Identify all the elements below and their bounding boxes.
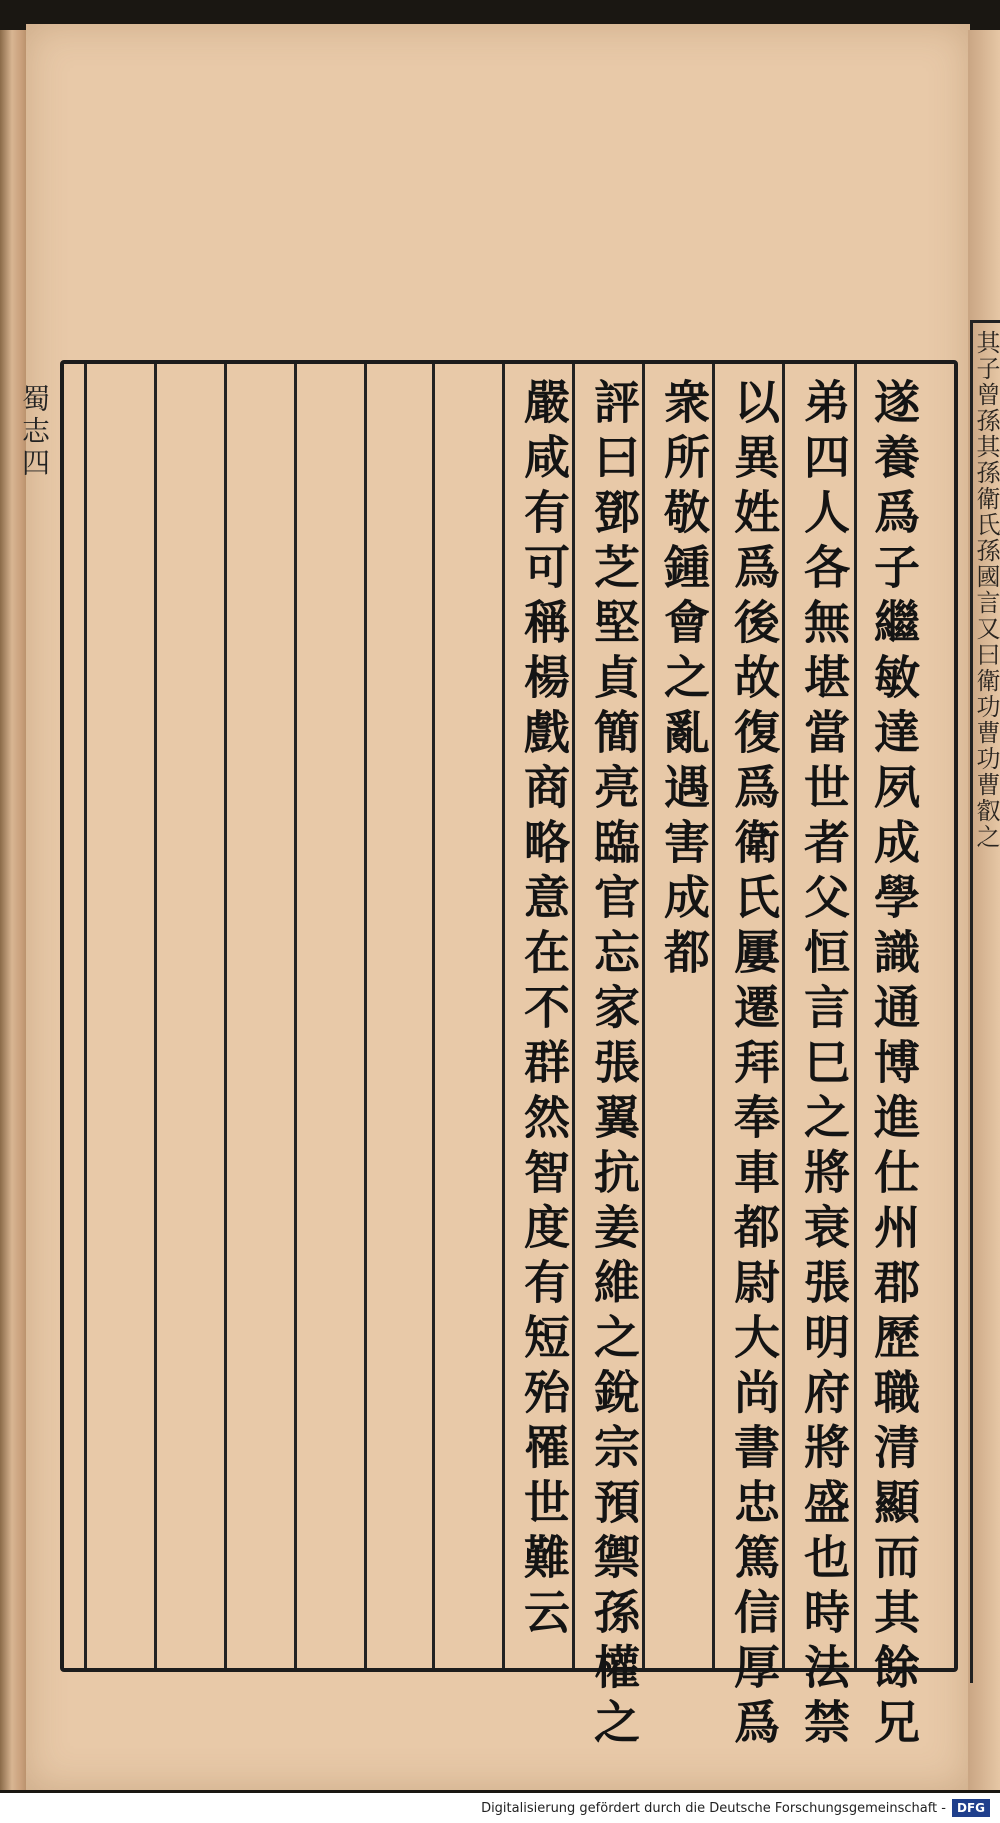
margin-chapter-label: 蜀志四 — [18, 384, 51, 480]
text-column-3: 以異姓爲後故復爲衛氏屢遷拜奉車都尉大尚書忠篤信厚爲 — [727, 378, 781, 1753]
column-rule — [224, 364, 227, 1668]
column-rule — [154, 364, 157, 1668]
adjacent-page-text: 其子曾孫其孫衛氏孫國言又曰衛功曹功曹叡之 — [972, 330, 1000, 850]
dfg-logo: DFG — [952, 1799, 990, 1817]
text-column-1: 遂養爲子繼敏達夙成學識通博進仕州郡歷職清顯而其餘兄 — [867, 378, 921, 1753]
column-rule — [854, 364, 857, 1668]
digitization-credit — [0, 1793, 1000, 1823]
column-rule — [782, 364, 785, 1668]
column-rule — [712, 364, 715, 1668]
text-column-5: 評曰鄧芝堅貞簡亮臨官忘家張翼抗姜維之銳宗預禦孫權之 — [587, 378, 641, 1753]
adjacent-page-edge — [968, 30, 1000, 1790]
credit-text: Digitalisierung gefördert durch die Deutsche Forschungsgemeinschaft - — [481, 1800, 946, 1816]
column-rule — [84, 364, 87, 1668]
book-page — [18, 24, 970, 1790]
text-column-4: 衆所敬鍾會之亂遇害成都 — [657, 378, 711, 983]
column-rule — [432, 364, 435, 1668]
column-rule — [642, 364, 645, 1668]
text-column-2: 弟四人各無堪當世者父恒言巳之將衰張明府將盛也時法禁 — [797, 378, 851, 1753]
column-rule — [572, 364, 575, 1668]
column-rule — [502, 364, 505, 1668]
text-frame — [60, 360, 958, 1753]
text-column-6: 嚴咸有可稱楊戲商略意在不群然智度有短殆罹世難云 — [517, 378, 571, 1643]
column-rule — [364, 364, 367, 1668]
column-rule — [294, 364, 297, 1668]
